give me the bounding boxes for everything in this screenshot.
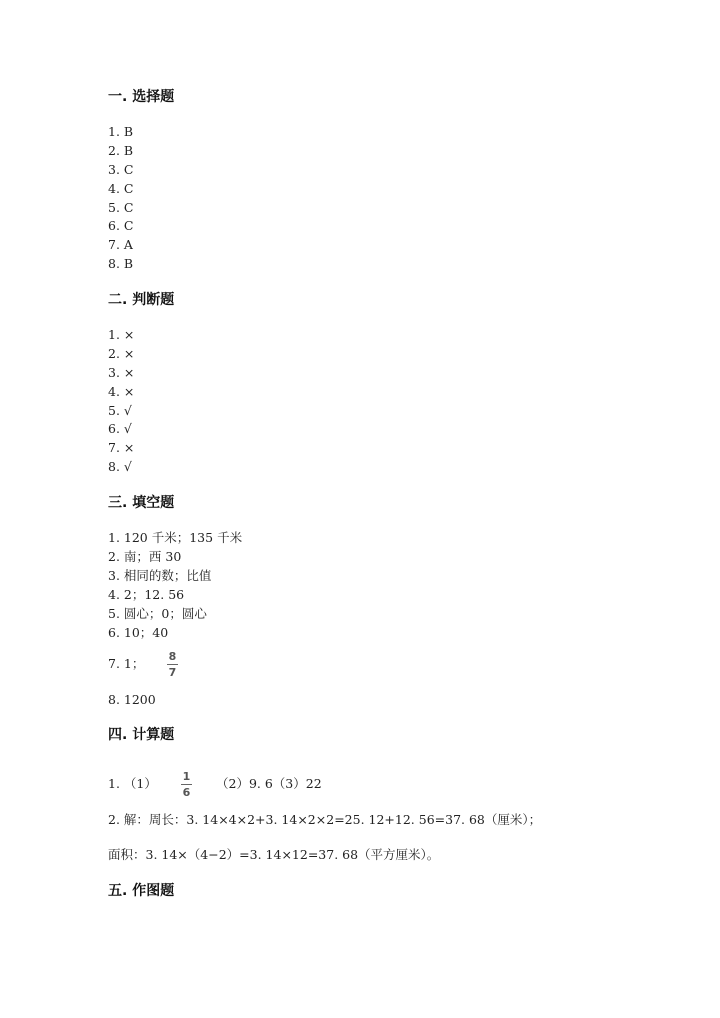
choice-answer-5: 5. C	[108, 200, 134, 215]
calc-answer-1-suffix: （2）9. 6（3）22	[216, 776, 322, 791]
calc-answer-1-prefix: 1. （1）	[108, 776, 157, 791]
calc-answer-2-perimeter: 2. 解：周长：3. 14×4×2+3. 14×2×2=25. 12+12. 56=37. 68（厘米）；	[108, 812, 542, 827]
fill-answer-3: 3. 相同的数；比值	[108, 568, 212, 583]
choice-answer-4: 4. C	[108, 181, 134, 196]
fraction-denominator: 6	[182, 786, 191, 799]
choice-answer-8: 8. B	[108, 256, 134, 271]
fill-answer-5: 5. 圆心；0；圆心	[108, 606, 207, 621]
fraction-bar	[181, 784, 192, 785]
judgement-answer-1: 1. ×	[108, 327, 135, 342]
fill-answer-1: 1. 120 千米；135 千米	[108, 530, 243, 545]
judgement-answer-2: 2. ×	[108, 346, 135, 361]
fill-answer-8: 8. 1200	[108, 692, 156, 707]
fill-answer-7-fraction	[167, 650, 178, 679]
section-heading-true-false: 二. 判断题	[108, 292, 175, 308]
choice-answer-6: 6. C	[108, 218, 134, 233]
section-heading-calculation: 四. 计算题	[108, 727, 175, 743]
judgement-answer-5: 5. √	[108, 403, 132, 418]
fraction-numerator: 1	[182, 770, 191, 783]
choice-answer-7: 7. A	[108, 237, 133, 252]
fill-answer-6: 6. 10；40	[108, 625, 169, 640]
section-heading-fill-in: 三. 填空题	[108, 495, 175, 511]
section-heading-drawing: 五. 作图题	[108, 883, 175, 899]
judgement-answer-3: 3. ×	[108, 365, 135, 380]
fill-answer-4: 4. 2；12. 56	[108, 587, 185, 602]
choice-answer-3: 3. C	[108, 162, 134, 177]
fraction-bar	[167, 664, 178, 665]
judgement-answer-8: 8. √	[108, 459, 132, 474]
judgement-answer-6: 6. √	[108, 421, 132, 436]
judgement-answer-7: 7. ×	[108, 440, 135, 455]
fraction-denominator: 7	[168, 666, 177, 679]
choice-answer-2: 2. B	[108, 143, 134, 158]
calc-answer-2-area: 面积：3. 14×（4−2）=3. 14×12=37. 68（平方厘米）。	[108, 847, 440, 862]
calc-answer-1-fraction	[181, 770, 192, 799]
fill-answer-7: 7. 1；	[108, 656, 145, 671]
choice-answer-1: 1. B	[108, 124, 134, 139]
section-heading-multiple-choice: 一. 选择题	[108, 89, 175, 105]
fraction-numerator: 8	[168, 650, 177, 663]
fill-answer-2: 2. 南；西 30	[108, 549, 182, 564]
judgement-answer-4: 4. ×	[108, 384, 135, 399]
